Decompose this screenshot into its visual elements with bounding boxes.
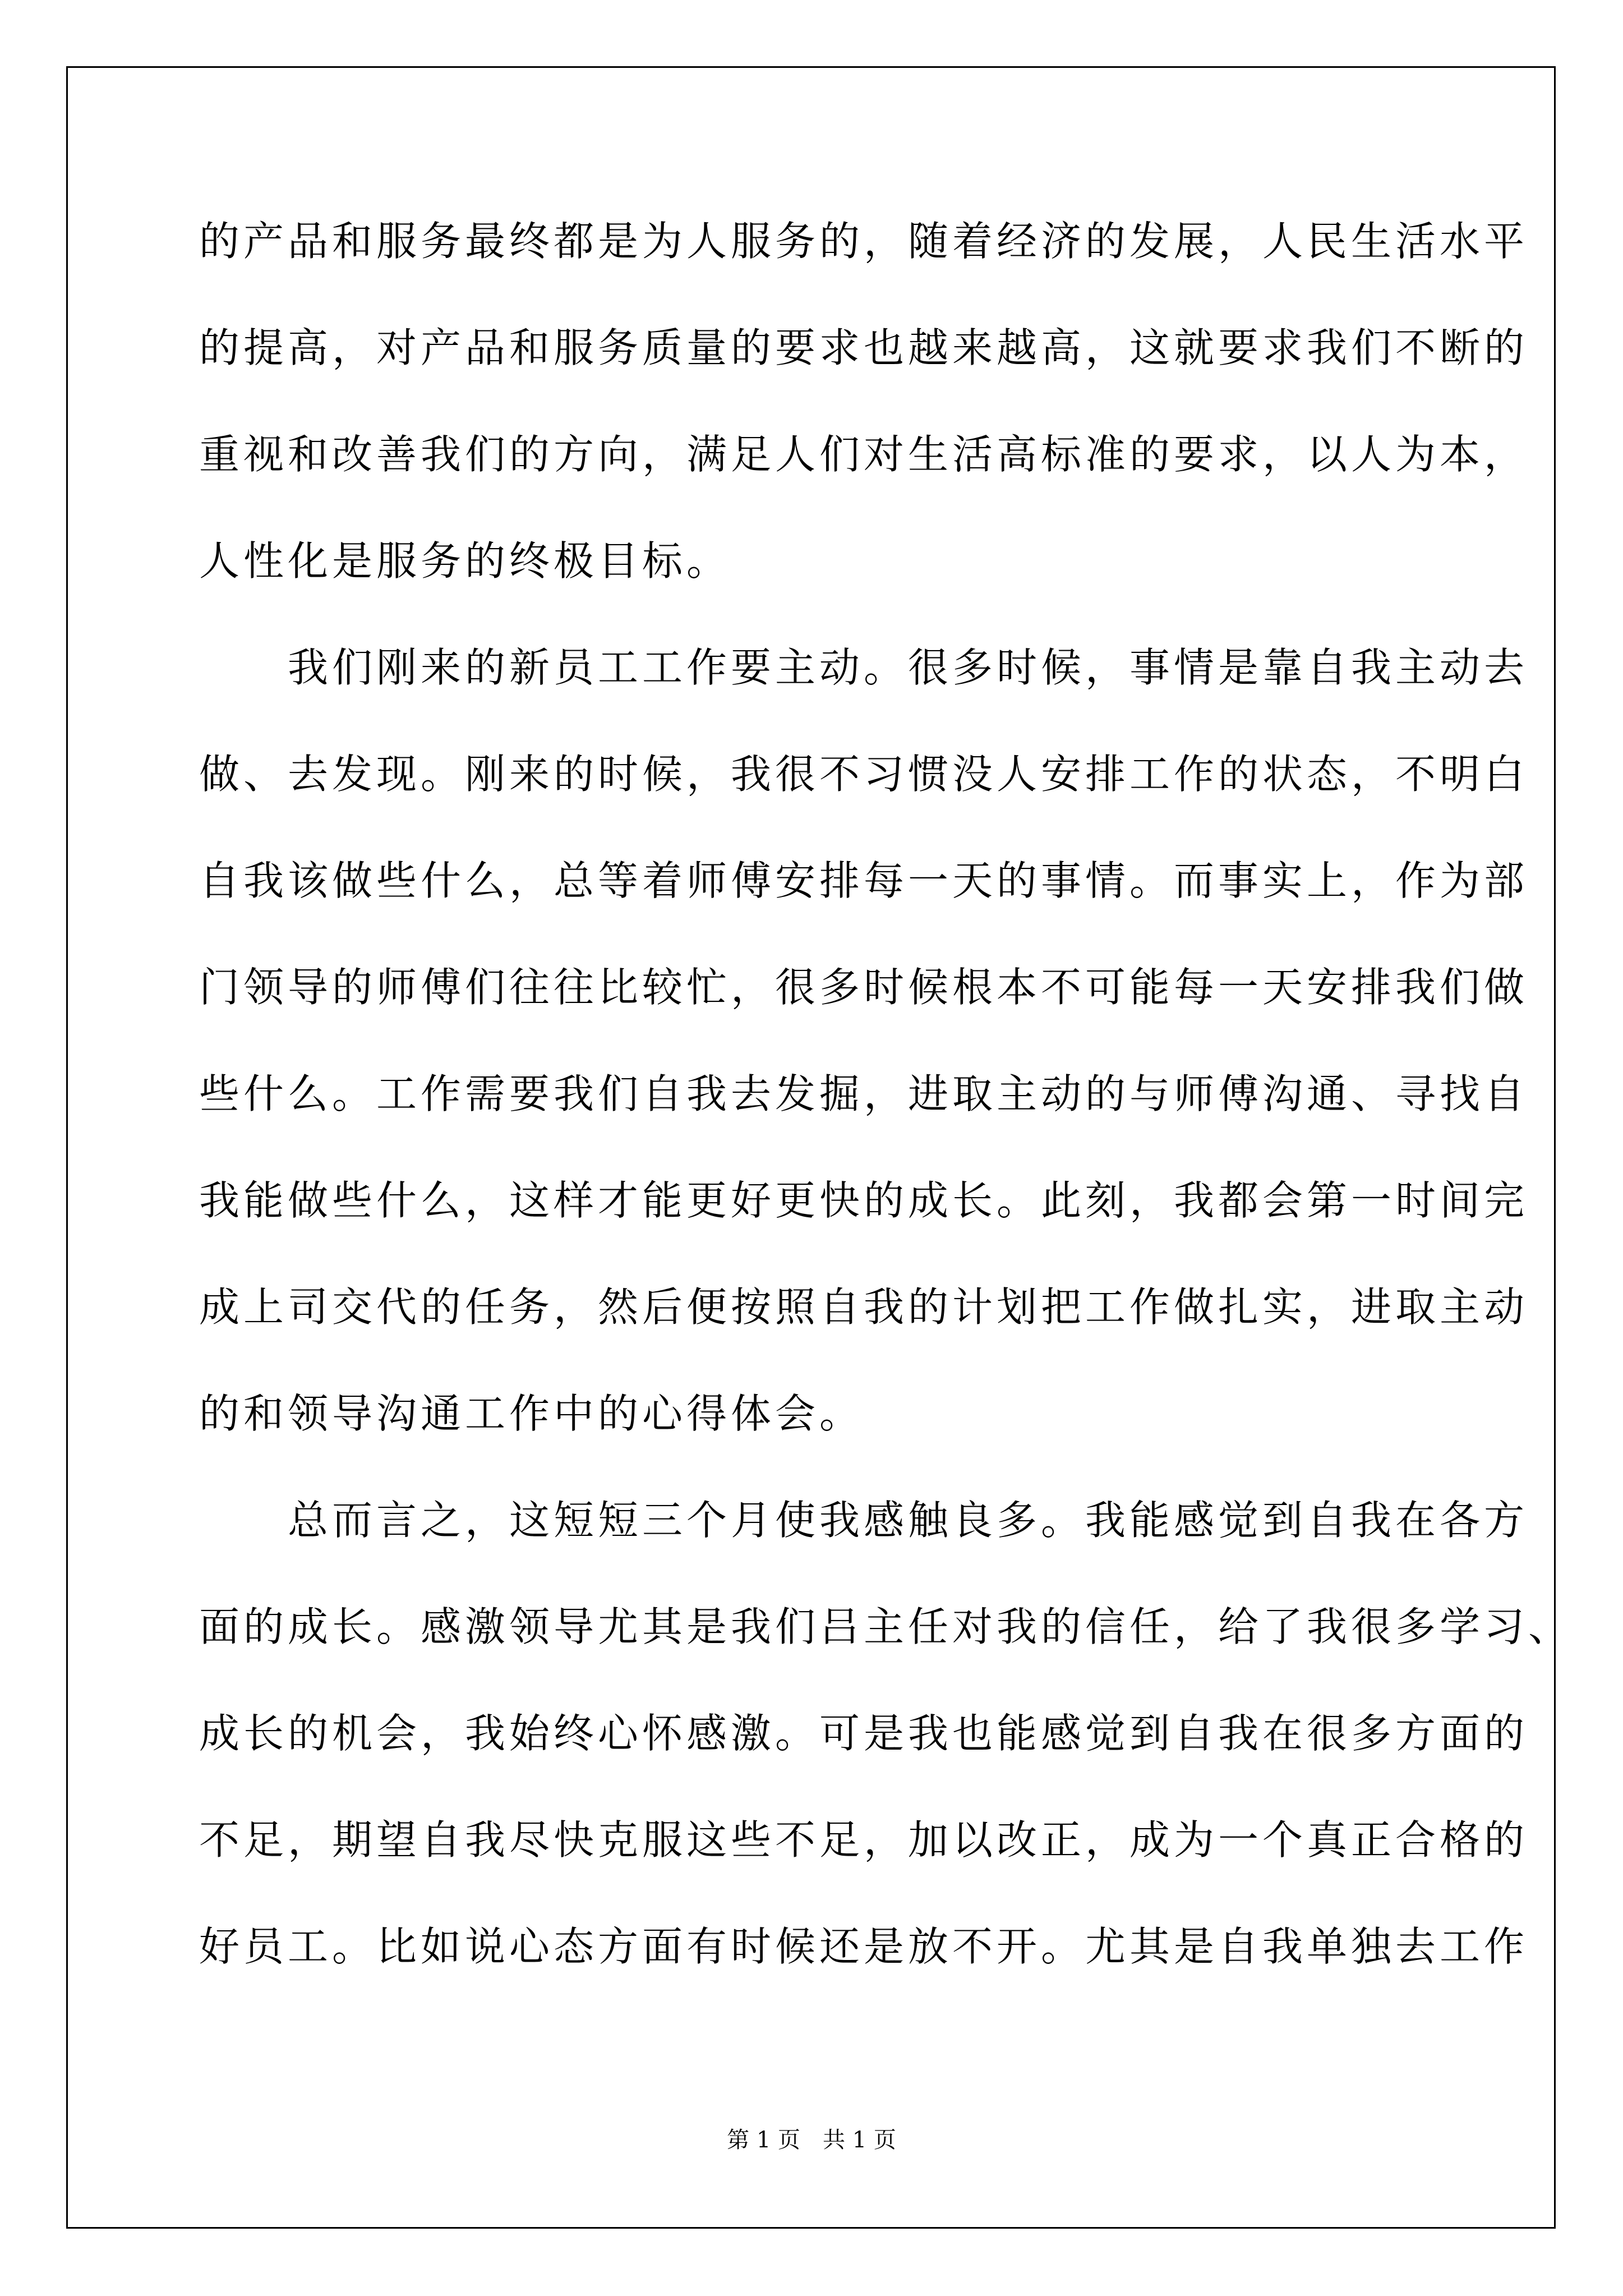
page-number-footer: 第 1 页 共 1 页 (727, 2127, 896, 2153)
text-line: 门领导的师傅们往往比较忙，很多时候根本不可能每一天安排我们做 (199, 964, 1529, 1011)
text-line: 成长的机会，我始终心怀感激。可是我也能感觉到自我在很多方面的 (199, 1710, 1529, 1757)
text-line: 成上司交代的任务，然后便按照自我的计划把工作做扎实，进取主动 (199, 1283, 1529, 1331)
text-line: 重视和改善我们的方向，满足人们对生活高标准的要求，以人为本， (199, 431, 1529, 478)
text-line: 我能做些什么，这样才能更好更快的成长。此刻，我都会第一时间完 (199, 1177, 1529, 1224)
text-line: 自我该做些什么，总等着师傅安排每一天的事情。而事实上，作为部 (199, 857, 1529, 904)
text-line: 的提高，对产品和服务质量的要求也越来越高，这就要求我们不断的 (199, 324, 1529, 371)
text-line: 总而言之，这短短三个月使我感触良多。我能感觉到自我在各方 (199, 1497, 1529, 1544)
text-line: 面的成长。感激领导尤其是我们吕主任对我的信任，给了我很多学习、 (199, 1603, 1573, 1650)
text-line: 人性化是服务的终极目标。 (199, 537, 731, 585)
text-line: 做、去发现。刚来的时候，我很不习惯没人安排工作的状态，不明白 (199, 751, 1529, 798)
page-border (66, 66, 1556, 2229)
text-line: 我们刚来的新员工工作要主动。很多时候，事情是靠自我主动去 (199, 644, 1529, 691)
text-line: 好员工。比如说心态方面有时候还是放不开。尤其是自我单独去工作 (199, 1923, 1529, 1970)
text-line: 些什么。工作需要我们自我去发掘，进取主动的与师傅沟通、寻找自 (199, 1070, 1529, 1117)
text-line: 的产品和服务最终都是为人服务的，随着经济的发展，人民生活水平 (199, 218, 1529, 265)
text-line: 的和领导沟通工作中的心得体会。 (199, 1390, 864, 1437)
text-line: 不足，期望自我尽快克服这些不足，加以改正，成为一个真正合格的 (199, 1816, 1529, 1864)
